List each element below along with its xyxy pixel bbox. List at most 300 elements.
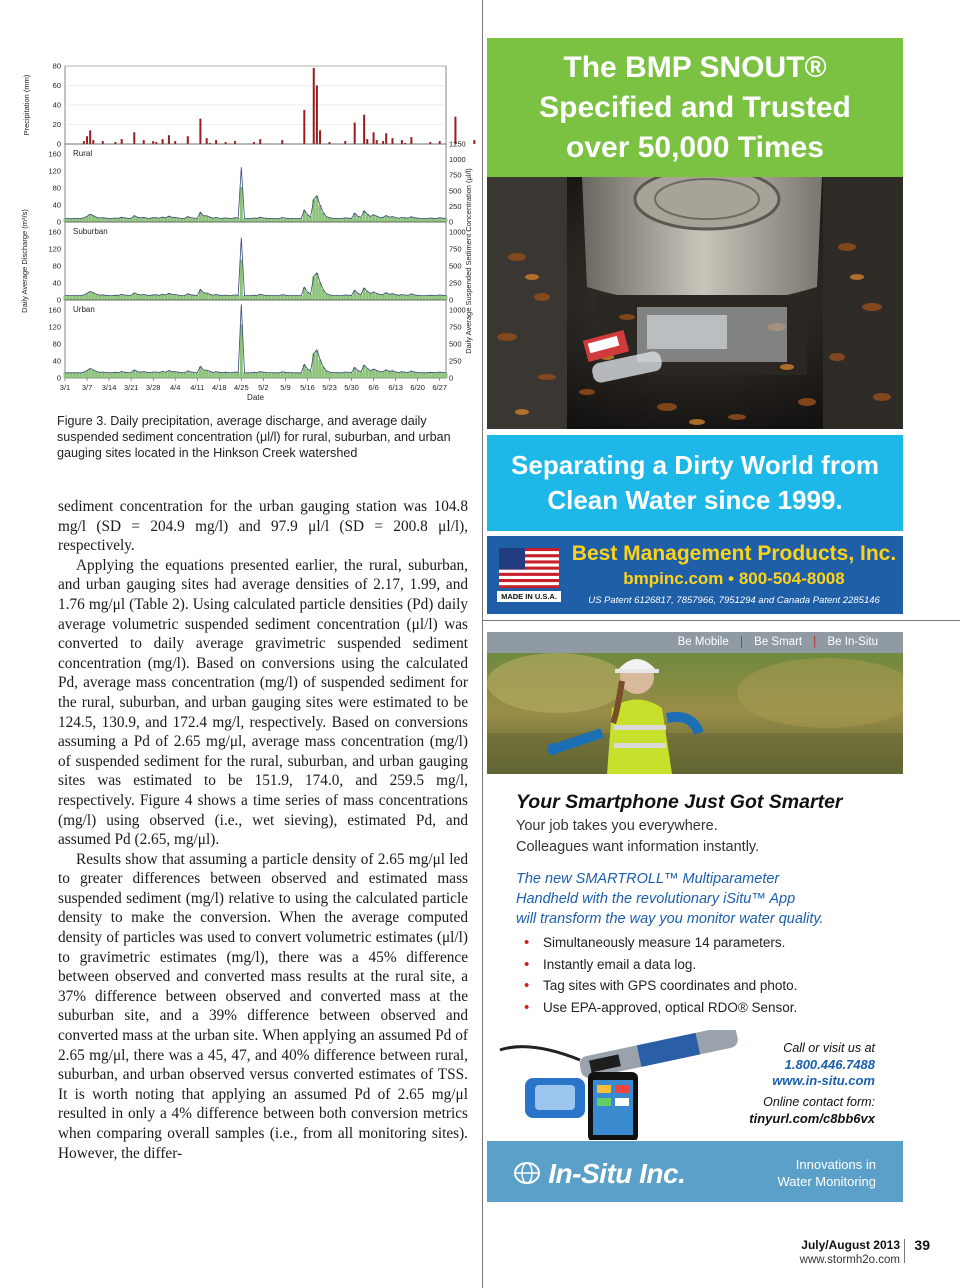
handheld-device-image [490,1030,750,1140]
discharge-bar [149,296,152,300]
sediment-line [65,167,446,218]
discharge-bar [231,219,234,222]
discharge-bar [243,373,246,378]
discharge-bar [86,216,89,222]
discharge-axis-label: Daily Average Discharge (m³/s) [20,209,29,313]
precip-bar [410,137,412,144]
discharge-bar [256,296,259,300]
discharge-bar [76,219,79,222]
discharge-bar [164,218,167,222]
discharge-bar [86,371,89,378]
discharge-bar [287,218,290,222]
discharge-bar [152,295,155,300]
discharge-bar [136,294,139,300]
column-divider [482,0,483,1288]
discharge-bar [309,294,312,300]
discharge-bar [161,217,164,222]
precip-bar [303,110,305,144]
discharge-bar [438,218,441,222]
sediment-tick-label: 1250 [449,139,466,149]
discharge-bar [306,215,309,222]
nav-be-in-situ: Be In-Situ [827,636,878,648]
discharge-bar [98,295,101,300]
nav-separator: | [739,636,743,648]
precip-bar [354,123,356,144]
discharge-bar [397,373,400,378]
insitu-product-line: Handheld with the revolutionary iSitu™ App [516,891,796,907]
discharge-bar [139,218,142,222]
discharge-bar [360,218,363,222]
discharge-bar [79,296,82,300]
discharge-bar [316,196,319,222]
discharge-bar [423,296,426,300]
x-tick-label: 3/7 [81,383,93,392]
discharge-bar [379,218,382,222]
discharge-bar [114,218,117,222]
discharge-bar [375,216,378,222]
figure-3-chart [16,56,476,406]
discharge-bar [331,296,334,300]
discharge-bar [420,296,423,300]
bmp-headline-line: Specified and Trusted [539,90,851,124]
feature-text: Instantly email a data log. [543,956,697,972]
discharge-bar [360,295,363,300]
discharge-bar [146,295,149,300]
sediment-tick-label: 750 [449,244,462,254]
bullet-icon: • [524,977,530,994]
sediment-tick-label: 250 [449,278,462,288]
discharge-bar [334,373,337,378]
site-url: www.stormh2o.com [799,1254,900,1266]
discharge-bar [372,369,375,378]
discharge-bar [391,294,394,300]
list-item [516,935,797,957]
feature-text: Simultaneously measure 14 parameters. [543,935,786,950]
discharge-bar [297,296,300,300]
sediment-tick-label: 500 [449,186,462,196]
precip-tick-label: 20 [52,120,61,129]
discharge-bar [108,373,111,378]
bmp-headline-line: The BMP SNOUT® [563,50,827,84]
discharge-bar [215,372,218,378]
discharge-bar [413,218,416,222]
discharge-bar [420,218,423,222]
discharge-bar [164,372,167,378]
discharge-bar [209,371,212,378]
discharge-bar [259,294,262,300]
discharge-bar [117,218,120,222]
discharge-bar [139,372,142,378]
discharge-tick-label: 80 [52,183,61,193]
discharge-bar [193,295,196,300]
discharge-bar [391,217,394,222]
discharge-bar [127,296,130,300]
discharge-tick-label: 160 [48,305,61,315]
discharge-bar [416,218,419,222]
discharge-bar [95,217,98,222]
discharge-bar [212,295,215,300]
discharge-panels [48,140,465,383]
discharge-bar [265,296,268,300]
discharge-bar [382,372,385,378]
discharge-bar [344,295,347,300]
discharge-bar [281,372,284,378]
discharge-bar [385,370,388,378]
discharge-bar [262,372,265,378]
discharge-bar [306,292,309,300]
insitu-footer [487,1141,903,1202]
discharge-tick-label: 80 [52,261,61,271]
insitu-website[interactable]: www.in-situ.com [772,1073,875,1088]
x-tick-label: 4/25 [234,383,249,392]
discharge-frame [65,144,446,222]
discharge-bar [290,219,293,222]
globe-icon [513,1161,541,1185]
nav-be-smart: Be Smart [754,636,803,648]
discharge-bar [183,296,186,300]
list-item [516,1000,797,1022]
precip-bar [168,135,170,144]
precip-tick-label: 60 [52,81,61,90]
discharge-bar [325,294,328,300]
discharge-bar [249,219,252,222]
discharge-bar [265,373,268,378]
discharge-bar [423,373,426,378]
list-item [516,957,797,979]
discharge-bar [130,296,133,300]
discharge-bar [79,219,82,222]
discharge-bar [344,218,347,222]
discharge-frame [65,222,446,300]
precip-bar [152,141,154,144]
discharge-bar [259,217,262,222]
discharge-tick-label: 160 [48,149,61,159]
discharge-bar [227,296,230,300]
discharge-bar [227,218,230,222]
nav-be-mobile: Be Mobile [677,636,729,648]
precip-bar [89,130,91,144]
company-website-phone[interactable]: bmpinc.com • 800-504-8008 [623,569,845,588]
discharge-bar [341,373,344,378]
precip-bar [316,86,318,145]
precip-bar [319,130,321,144]
company-name: Best Management Products, Inc. [571,542,897,565]
discharge-bar [281,295,284,300]
discharge-bar [83,372,86,378]
made-in-usa-label: MADE IN U.S.A. [497,591,561,602]
discharge-bar [234,218,237,222]
discharge-bar [410,371,413,378]
discharge-bar [158,295,161,300]
precip-bar [385,133,387,144]
discharge-bar [86,294,89,300]
discharge-bar [193,218,196,222]
discharge-bar [133,370,136,378]
form-label: Online contact form: [763,1095,875,1109]
discharge-bar [435,296,438,300]
bmp-ad-footer[interactable] [487,536,903,614]
discharge-bar [183,219,186,222]
insitu-phone[interactable]: 1.800.446.7488 [784,1057,875,1072]
sediment-tick-label: 1000 [449,305,466,315]
insitu-nav-bar [487,632,903,653]
figure-caption: Figure 3. Daily precipitation, average discharge, and average daily suspended sediment concentration (μl/l) for rural, suburban, and urban gauging sites located in the Hinkson Creek watershed [57,414,451,460]
insitu-feature-list [516,935,797,1021]
precip-bar [206,138,208,144]
discharge-bar [215,295,218,300]
discharge-bar [435,373,438,378]
discharge-bar [297,373,300,378]
discharge-bar [432,296,435,300]
discharge-bar [130,218,133,222]
discharge-bar [120,294,123,300]
feature-text: Use EPA-approved, optical RDO® Sensor. [543,999,798,1015]
discharge-bar [429,372,432,378]
discharge-bar [300,373,303,378]
discharge-tick-label: 40 [52,356,61,366]
discharge-bar [243,296,246,300]
discharge-bar [325,217,328,222]
discharge-bar [278,219,281,222]
discharge-bar [120,217,123,222]
discharge-bar [278,373,281,378]
discharge-bar [328,218,331,222]
discharge-bar [316,351,319,378]
discharge-bar [111,373,114,378]
discharge-bar [262,218,265,222]
discharge-bar [64,296,67,300]
discharge-bar [322,367,325,378]
sediment-line [65,304,446,372]
discharge-bar [152,372,155,378]
discharge-bar [331,373,334,378]
discharge-bar [325,371,328,378]
x-tick-label: 6/27 [432,383,448,392]
discharge-bar [426,373,429,378]
discharge-bar [171,218,174,222]
discharge-bar [215,217,218,222]
sediment-tick-label: 1000 [449,155,466,165]
discharge-bar [341,219,344,222]
discharge-bar [334,296,337,300]
discharge-tick-label: 120 [48,166,61,176]
precip-bar [174,141,176,144]
discharge-bar [177,372,180,378]
discharge-bar [70,296,73,300]
precip-bar [439,141,441,144]
discharge-bar [164,295,167,300]
discharge-bar [142,217,145,222]
precip-bar [259,139,261,144]
sediment-line [65,238,446,296]
discharge-bar [369,294,372,300]
discharge-bar [89,291,92,300]
discharge-bar [234,372,237,378]
discharge-bar [420,373,423,378]
discharge-bar [429,218,432,222]
discharge-bar [136,372,139,378]
discharge-bar [108,218,111,222]
discharge-bar [328,295,331,300]
precip-tick-label: 0 [56,139,61,149]
x-tick-label: 3/28 [145,383,161,392]
precip-bar [373,132,375,144]
discharge-bar [426,219,429,222]
discharge-bar [309,217,312,222]
discharge-bar [294,373,297,378]
discharge-bar [221,373,224,378]
precip-bar [143,140,145,144]
discharge-bar [67,296,70,300]
discharge-bar [416,295,419,300]
discharge-bar [174,295,177,300]
slogan-line: Water Monitoring [777,1174,876,1189]
discharge-bar [445,218,448,222]
bmp-ad-headline[interactable] [487,38,903,177]
x-tick-label: 6/6 [368,383,379,392]
discharge-bar [120,372,123,378]
discharge-bar [404,295,407,300]
discharge-bar [397,295,400,300]
discharge-bar [152,218,155,222]
discharge-bar [253,218,256,222]
discharge-bar [319,360,322,378]
discharge-bar [249,373,252,378]
discharge-bar [341,296,344,300]
discharge-bar [158,218,161,222]
discharge-bar [347,295,350,300]
precip-bar [162,139,164,144]
discharge-bar [290,296,293,300]
discharge-bar [344,372,347,378]
discharge-bar [284,372,287,378]
discharge-bar [130,373,133,378]
discharge-bar [372,215,375,222]
discharge-tick-label: 40 [52,278,61,288]
discharge-bar [429,295,432,300]
discharge-bar [105,373,108,378]
x-tick-label: 4/4 [169,383,181,392]
discharge-bar [171,295,174,300]
discharge-bar [196,373,199,378]
discharge-frame [65,300,446,378]
precip-bar [187,136,189,144]
discharge-bar [190,218,193,222]
discharge-bar [382,295,385,300]
discharge-bar [347,373,350,378]
article-paragraph: sediment concentration for the urban gauging station was 104.8 mg/l (SD = 204.9 mg/l) and 97.9 μl/l (SD = 200.8 μl/l), respectively. [58,498,468,555]
discharge-bar [221,218,224,222]
discharge-bar [101,372,104,378]
discharge-bar [209,217,212,222]
discharge-bar [76,373,79,378]
discharge-bar [196,296,199,300]
form-url[interactable]: tinyurl.com/c8bb6vx [749,1111,875,1126]
discharge-bar [146,218,149,222]
discharge-bar [278,296,281,300]
precip-bar [83,141,85,144]
discharge-tick-label: 0 [56,295,61,305]
x-tick-label: 5/16 [300,383,315,392]
discharge-bar [297,219,300,222]
discharge-bar [366,369,369,378]
x-axis-label: Date [247,393,264,402]
discharge-bar [328,372,331,378]
patent-text: US Patent 6126817, 7857966, 7951294 and Canada Patent 2285146 [588,595,880,606]
discharge-bar [407,295,410,300]
discharge-bar [300,296,303,300]
discharge-bar [142,372,145,378]
discharge-bar [268,218,271,222]
discharge-bar [205,370,208,378]
discharge-bar [227,373,230,378]
discharge-bar [338,373,341,378]
discharge-bar [180,218,183,222]
precip-bar [473,140,475,144]
discharge-bar [240,187,243,222]
sediment-axis-label: Daily Average Suspended Sediment Concentration (μl/l) [464,168,473,354]
sediment-tick-label: 250 [449,201,462,211]
discharge-bar [268,296,271,300]
discharge-bar [92,293,95,300]
insitu-slogan [778,1156,877,1190]
discharge-bar [212,218,215,222]
discharge-bar [105,295,108,300]
insitu-product-line: The new SMARTROLL™ Multiparameter [516,871,780,887]
discharge-bar [177,218,180,222]
discharge-bar [171,372,174,378]
discharge-bar [294,296,297,300]
issue-date: July/August 2013 [801,1238,900,1252]
discharge-bar [334,219,337,222]
bmp-headline-line: over 50,000 Times [566,130,824,164]
discharge-bar [237,295,240,300]
x-tick-label: 3/14 [101,383,117,392]
precip-bar [121,139,123,144]
discharge-bar [190,372,193,378]
discharge-bar [388,217,391,222]
discharge-bar [64,373,67,378]
discharge-bar [246,296,249,300]
discharge-bar [432,373,435,378]
panel-title: Urban [73,305,95,314]
discharge-bar [432,218,435,222]
precip-bar [401,140,403,144]
discharge-bar [445,296,448,300]
discharge-bar [76,296,79,300]
discharge-bar [127,218,130,222]
discharge-bar [249,296,252,300]
insitu-logo[interactable] [513,1158,685,1190]
article-paragraph: Applying the equations presented earlier, the rural, suburban, and urban gauging sites had average densities of 2.17, 1.99, and 1.76 mg/μl (Table 2). Using calculated particle densities (Pd) daily average volumetric suspended sediment concentration (μl/l) was converted to daily average gravimetric suspended sediment concentration (mg/l). Based on conversions using the calculated Pd, average mass concentration (mg/l) of suspended sediment for the rural, suburban, and urban gauging sites were estimated to be 124.5, 130.9, and 172.4 mg/l, respectively. Based on conversions assuming a Pd of 2.65 mg/μl, average mass concentration (mg/l) of suspended sediment for the rural, suburban, and urban gauging sites was estimated to be 151.9, 174.0, and 259.5 mg/l, respectively. Figure 4 shows a time series of mass concentrations (mg/l) using observed (i.e., wet sieving), estimated Pd, and assumed Pd (2.65, mg/μl). [58,556,468,849]
discharge-bar [105,218,108,222]
list-item [516,978,797,1000]
discharge-bar [111,219,114,222]
discharge-bar [268,373,271,378]
discharge-bar [287,373,290,378]
discharge-bar [287,296,290,300]
precip-bar [344,141,346,144]
discharge-bar [202,370,205,378]
discharge-bar [155,295,158,300]
discharge-bar [300,219,303,222]
discharge-bar [438,372,441,378]
discharge-bar [243,219,246,222]
discharge-bar [350,296,353,300]
x-tick-label: 5/2 [258,383,269,392]
discharge-bar [438,295,441,300]
discharge-bar [388,294,391,300]
